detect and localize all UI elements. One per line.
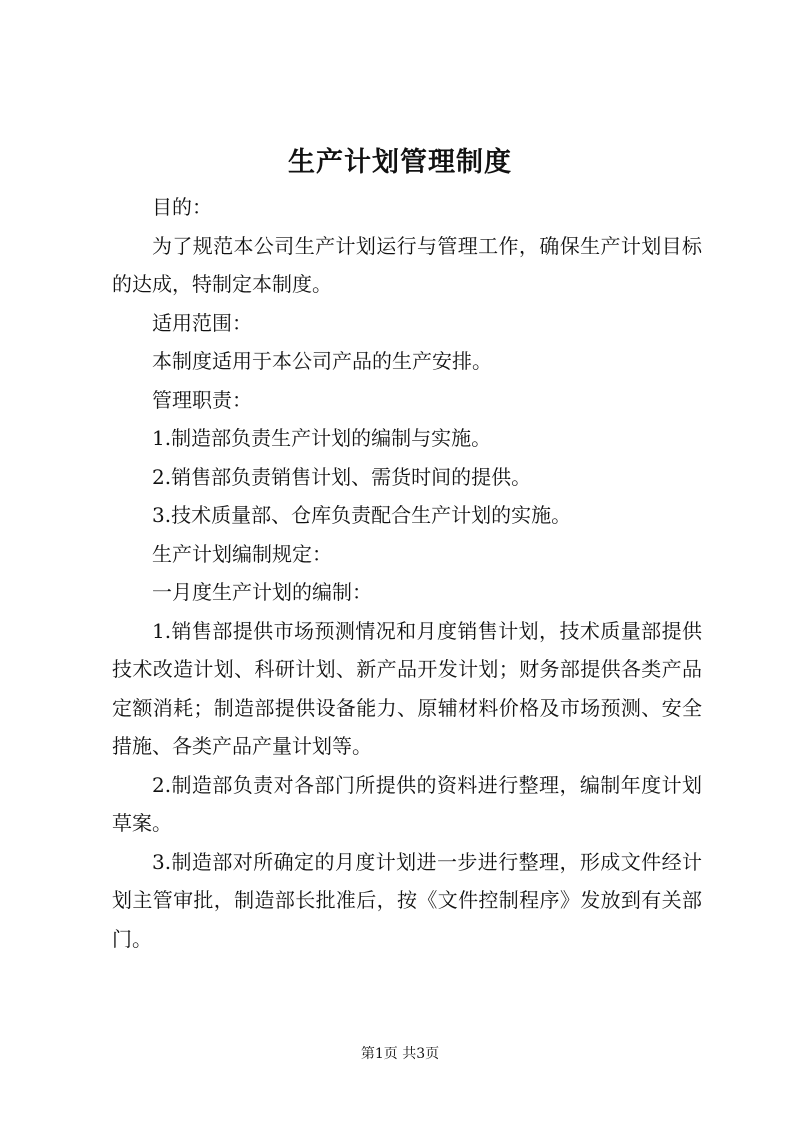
document-title: 生产计划管理制度 [288, 147, 512, 178]
responsibility-item-2: 2.销售部负责销售计划、需货时间的提供。 [152, 464, 532, 489]
subsection-heading-monthly-plan: 一月度生产计划的编制： [152, 580, 372, 604]
monthly-plan-item-2: 2.制造部负责对各部门所提供的资料进行整理，编制年度计划草案。 [112, 772, 702, 835]
page-footer: 第1页 共3页 [360, 1046, 440, 1062]
responsibility-item-1: 1.制造部负责生产计划的编制与实施。 [152, 426, 492, 450]
monthly-plan-item-3: 3.制造部对所确定的月度计划进一步进行整理，形成文件经计划主管审批，制造部长批准后，按《文件控制程序》发放到有关部门。 [112, 849, 702, 951]
responsibility-item-3: 3.技术质量部、仓库负责配合生产计划的实施。 [152, 503, 572, 527]
document-body [112, 188, 702, 958]
section-heading-scope: 适用范围： [152, 310, 252, 335]
section-heading-purpose: 目的： [152, 195, 212, 219]
monthly-plan-item-1: 1.销售部提供市场预测情况和月度销售计划，技术质量部提供技术改造计划、科研计划、新产品开发计划；财务部提供各类产品定额消耗；制造部提供设备能力、原辅材料价格及市场预测、安全措施、各类产品产量计划等。 [112, 618, 702, 758]
paragraph-purpose: 为了规范本公司生产计划运行与管理工作，确保生产计划目标的达成，特制定本制度。 [112, 233, 702, 296]
section-heading-responsibilities: 管理职责： [152, 387, 252, 412]
section-heading-planning-rules: 生产计划编制规定： [152, 541, 332, 566]
paragraph-scope: 本制度适用于本公司产品的生产安排。 [152, 349, 492, 373]
